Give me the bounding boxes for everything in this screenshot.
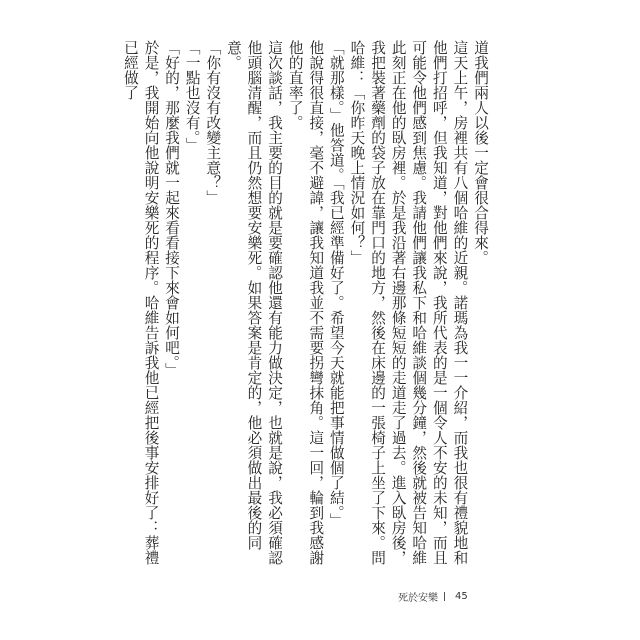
paragraph: 「就那樣。」他答道。「我已經準備好了。希望今天就能把事情做個了結。」 xyxy=(327,40,345,529)
page-footer xyxy=(398,588,498,604)
paragraph: 「你有沒有改變主意？」 xyxy=(204,40,222,205)
paragraph: 這天上午，房裡共有八個哈維的近親。諾瑪為我一一介紹，而我也很有禮貌地和他們打招呼，但我知道，對他們來說，我所代表的是一個令人不安的未知，而且可能令他們感到焦慮。我請他們讓我私下和哈維談個幾分鐘，然後就被告知哈維此刻正在他的臥房裡。於是我沿著右邊那條短短的走道走了過去。進入臥房後，我把裝著藥劑的袋子放在靠門口的地方，然後在床邊的一張椅子上坐了下來。問哈維：「你昨天晚上情況如何？」 xyxy=(348,40,469,565)
paragraph: 「好的，那麼我們就一起來看看接下來會如何吧。」 xyxy=(163,40,181,378)
paragraph: 這次談話，我主要的目的就是要確認他還有能力做決定，也就是說，我必須確認他頭腦清醒，而且仍然想要安樂死。如果答案是肯定的，他必須做出最後的同意。 xyxy=(224,40,284,565)
folio-divider xyxy=(444,592,445,601)
paragraph: 他說得很直接，毫不避諱，讓我知道我並不需要拐彎抹角。這一回，輪到我感謝他的直率了。 xyxy=(286,40,325,565)
running-head: 死於安樂 xyxy=(398,592,438,604)
page-number: 45 xyxy=(455,590,468,602)
paragraph: 「一點也沒有。」 xyxy=(183,40,201,153)
paragraph: 道我們兩人以後一定會很合得來。 xyxy=(472,40,489,265)
body-text xyxy=(121,40,490,570)
paragraph: 於是，我開始向他說明安樂死的程序。哈維告訴我他已經把後事安排好了：葬禮已經做了 xyxy=(121,40,160,565)
